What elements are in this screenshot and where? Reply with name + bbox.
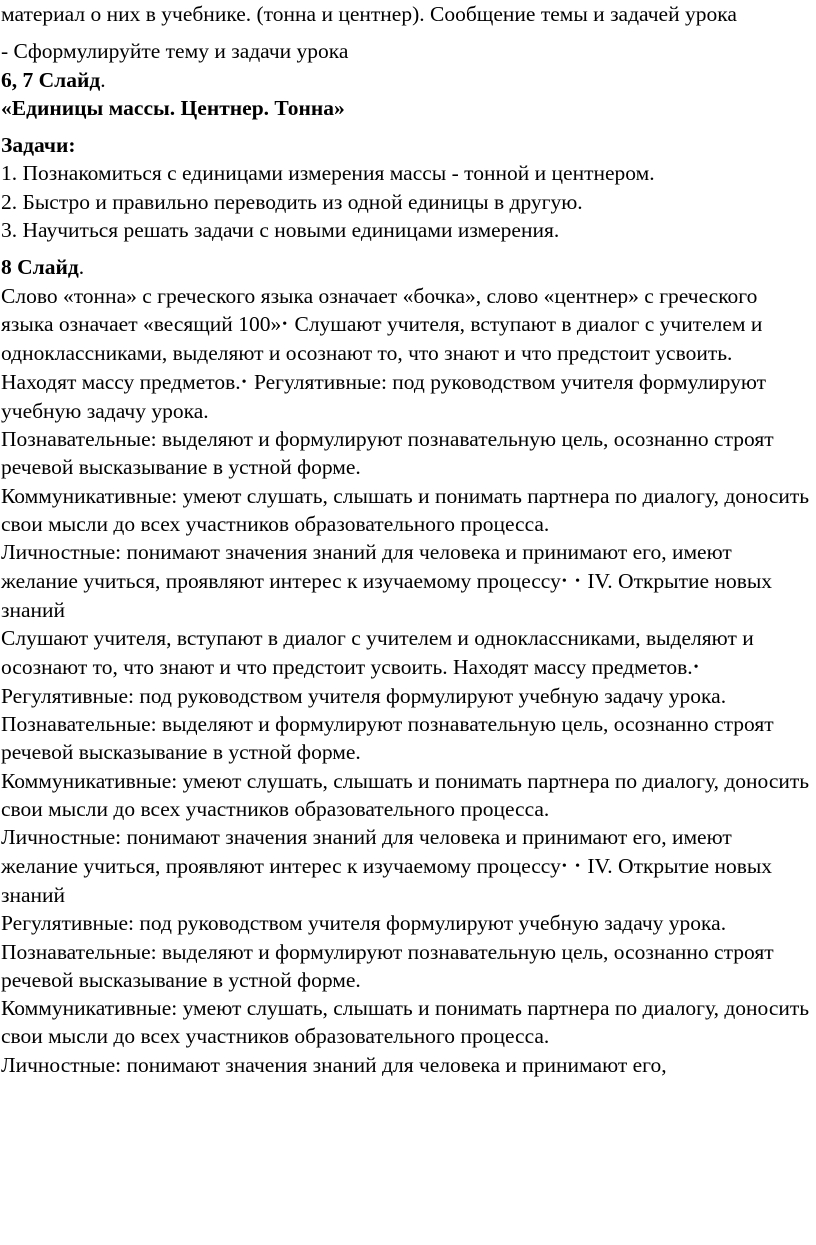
bullet-icon: •: [561, 858, 567, 874]
task-item-2: 2. Быстро и правильно переводить из одной единицы в другую.: [1, 189, 583, 214]
personal-text: Личностные: понимают значения знаний для человека и принимают его, имеют желание учиться, проявляют интерес к изучаемому процессу: [1, 540, 732, 593]
personal-paragraph-3: Личностные: понимают значения знаний для человека и принимают его,: [1, 1052, 667, 1077]
personal-paragraph-2: [1, 823, 813, 909]
intro-paragraph: материал о них в учебнике. (тонна и центнер). Сообщение темы и задачей урока: [1, 2, 737, 26]
task-item-3: 3. Научиться решать задачи с новыми единицами измерения.: [1, 218, 560, 243]
slide-8-label: [1, 253, 813, 281]
prompt-line: - Сформулируйте тему и задачи урока: [1, 39, 349, 64]
slide-8-label-text: 8 Слайд: [1, 255, 79, 280]
communicative-paragraph-3: Коммуникативные: умеют слушать, слышать и понимать партнера по диалогу, доносить свои мысли до всех участников образовательного процесса.: [1, 996, 810, 1049]
regulative-text-2: Регулятивные: под руководством учителя формулируют учебную задачу урока.: [1, 683, 727, 708]
task-item-1: 1. Познакомиться с единицами измерения массы - тонной и центнером.: [1, 161, 655, 186]
regulative-paragraph-3: Регулятивные: под руководством учителя формулируют учебную задачу урока.: [1, 911, 727, 936]
bullet-icon: •: [282, 316, 288, 332]
word-origin-text: Слово «тонна» с греческого языка означает «бочка», слово «центнер» с греческого языка означает «весящий 100»: [1, 283, 758, 336]
bullet-icon: •: [575, 573, 581, 589]
cognitive-paragraph-2: Познавательные: выделяют и формулируют познавательную цель, осознанно строят речевой высказывание в устной форме.: [1, 712, 774, 765]
slide-8-paragraph-2: [1, 624, 813, 710]
personal-text-2: Личностные: понимают значения знаний для человека и принимают его, имеют желание учиться, проявляют интерес к изучаемому процессу: [1, 825, 732, 878]
regulative-text: Регулятивные: под руководством учителя формулируют учебную задачу урока.: [1, 369, 767, 423]
communicative-paragraph-2: Коммуникативные: умеют слушать, слышать и понимать партнера по диалогу, доносить свои мысли до всех участников образовательного процесса.: [1, 768, 810, 822]
slide-8-dot: .: [78, 255, 85, 280]
cognitive-paragraph-3: Познавательные: выделяют и формулируют познавательную цель, осознанно строят речевой высказывание в устной форме.: [1, 939, 774, 992]
communicative-paragraph: Коммуникативные: умеют слушать, слышать и понимать партнера по диалогу, доносить свои мысли до всех участников образовательного процесса.: [1, 483, 810, 537]
slide-8-paragraph-1: [1, 282, 813, 425]
cognitive-paragraph: Познавательные: выделяют и формулируют познавательную цель, осознанно строят речевой высказывание в устной форме.: [1, 427, 774, 480]
listening-text-2: Слушают учителя, вступают в диалог с учителем и одноклассниками, выделяют и осознают то, что знают и что предстоит усвоить. Находят массу предметов.: [1, 626, 754, 679]
bullet-icon: •: [575, 858, 581, 874]
personal-paragraph: [1, 538, 813, 624]
slides-6-7-label: [1, 66, 813, 94]
bullet-icon: •: [693, 659, 699, 675]
bullet-icon: •: [561, 573, 567, 589]
new-knowledge-text: IV. Открытие новых знаний: [1, 568, 773, 622]
listening-text: Слушают учителя, вступают в диалог с учителем и одноклассниками, выделяют и осознают то, что знают и что предстоит усвоить. Находят массу предметов.: [1, 311, 763, 394]
slides-6-7-label-text: 6, 7 Слайд: [1, 67, 101, 92]
slides-6-7-dot: .: [100, 67, 106, 92]
bullet-icon: •: [241, 374, 247, 390]
lesson-title: «Единицы массы. Центнер. Тонна»: [1, 95, 345, 120]
new-knowledge-text-2: IV. Открытие новых знаний: [1, 853, 773, 907]
tasks-heading: Задачи:: [1, 133, 76, 158]
document-page: [1, 0, 813, 1079]
